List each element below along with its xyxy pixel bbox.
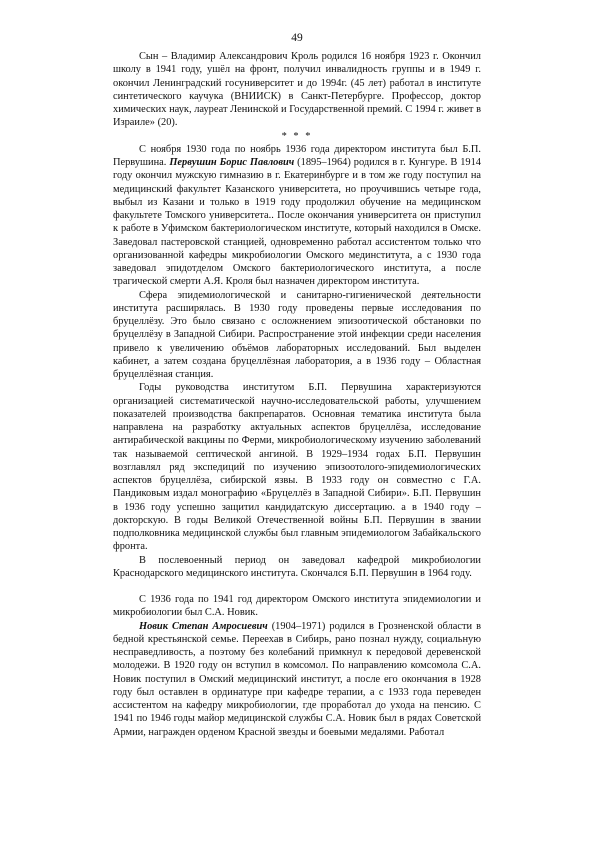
body-text (113, 50, 481, 739)
paragraph-text: (1904–1971) родился в Грозненской области в бедной крестьянской семье. Переехав в Сибирь, рано познал нужду, социальную несправедливость, а поэтому без колебаний примкнул к передовой деревенской молодежи. В 1920 году он вступил в комсомол. По направлению комсомола С.А. Новик поступил в Омский медицинский институт, а после его окончания в 1928 году был оставлен в ординатуре при кафедре терапии, а с 1933 года переведен ассистентом на кафедру микробиологии, где проработал до ухода на пенсию. С 1941 по 1946 годы майор медицинской службы С.А. Новик был в рядах Советской Армии, награжден орденом Красной звезды и боевыми медалями. Работал (113, 620, 482, 738)
paragraph-brucellosis: Сфера эпидемиологической и санитарно-гигиенической деятельности института расширялась. В 1930 году проведены первые исследования по бруцеллёзу. Это было связано с осложнением эпизоотической обстановки по бруцеллёзу в Западной Сибири. Распространение этой инфекции среди населения привело к увеличению объёмов лабораторных исследований. Был выделен кабинет, а затем создана бруцеллёзная лаборатория, а в 1936 году – Областная бруцеллёзная станция. (113, 289, 481, 380)
paragraph-text: (1895–1964) родился в г. Кунгуре. В 1914 году окончил мужскую гимназию в г. Екатеринбурге и в том же году поступил на медицинский факультет Казанского университета, но проучившись четыре года, выбыл из Казани и только в 1919 году продолжил обучение на медицинском факультете Томского университета.. После окончания университета он приступил к работе в Уфимском бактериологическом институте, который находился в Омске. Заведовал пастеровской станцией, одновременно работал ассистентом только что организованной кафедры микробиологии Омского мединститута, а с 1930 года заведовал эпидотделом Омского бактериологического института, а после трагической смерти А.Я. Кроля был назначен директором института. (113, 157, 481, 288)
paragraph-text: С ноября 1930 года по ноябрь 1936 года директором института был Б.П. Первушина. (113, 143, 481, 168)
paragraph-novik-bio (113, 620, 481, 739)
paragraph-son-kroll: Сын – Владимир Александрович Кроль родился 16 ноября 1923 г. Окончил школу в 1941 году, ушёл на фронт, получил инвалидность группы и в 1949 г. окончил Ленинградский госуниверситет и до 1994г. (45 лет) работал в институте синтетического каучука (ВНИИСК) в Санкт-Петербурге. Профессор, доктор химических наук, лауреат Ленинской и Государственной премий. С 1994 г. живет в Израиле» (20). (113, 51, 481, 129)
person-name-novik: Новик Степан Амросиевич (139, 620, 268, 632)
person-name-pervushin: Первушин Борис Павлович (169, 157, 295, 168)
paragraph-pervushin-bio (113, 143, 481, 289)
paragraph-leadership-years: Годы руководства институтом Б.П. Первушина характеризуются организацией систематической научно-исследовательской работы, улучшением показателей производства бакпрепаратов. Основная тематика института была направлена на разработку актуальных аспектов бруцеллёза, исследование антирабической вакцины по Ферми, микробиологическому изучению заболеваний так называемой септической ангиной. В 1929–1934 годах Б.П. Первушин возглавлял ряд экспедиций по изучению эпизоотолого-эпидемиологических аспектов бруцеллёза, сибирской язвы. В 1933 году он совместно с Г.А. Пандиковым издал монографию «Бруцеллёз в Западной Сибири». Б.П. Первушин в 1936 году успешно защитил кандидатскую диссертацию. а в 1940 году – докторскую. В годы Великой Отечественной войны Б.П. Первушин в звании подполковника медицинской службы был главным эпидемиологом Забайкальского фронта. (113, 382, 481, 553)
section-separator: * * * (281, 130, 313, 142)
paragraph-gap (113, 580, 481, 593)
paragraph-postwar: В послевоенный период он заведовал кафедрой микробиологии Краснодарского медицинского института. Скончался Б.П. Первушин в 1964 году. (113, 554, 481, 579)
page-number: 49 (291, 32, 303, 44)
paragraph-novik-intro: С 1936 года по 1941 год директором Омского института эпидемиологии и микробиологии был С.А. Новик. (113, 594, 481, 619)
